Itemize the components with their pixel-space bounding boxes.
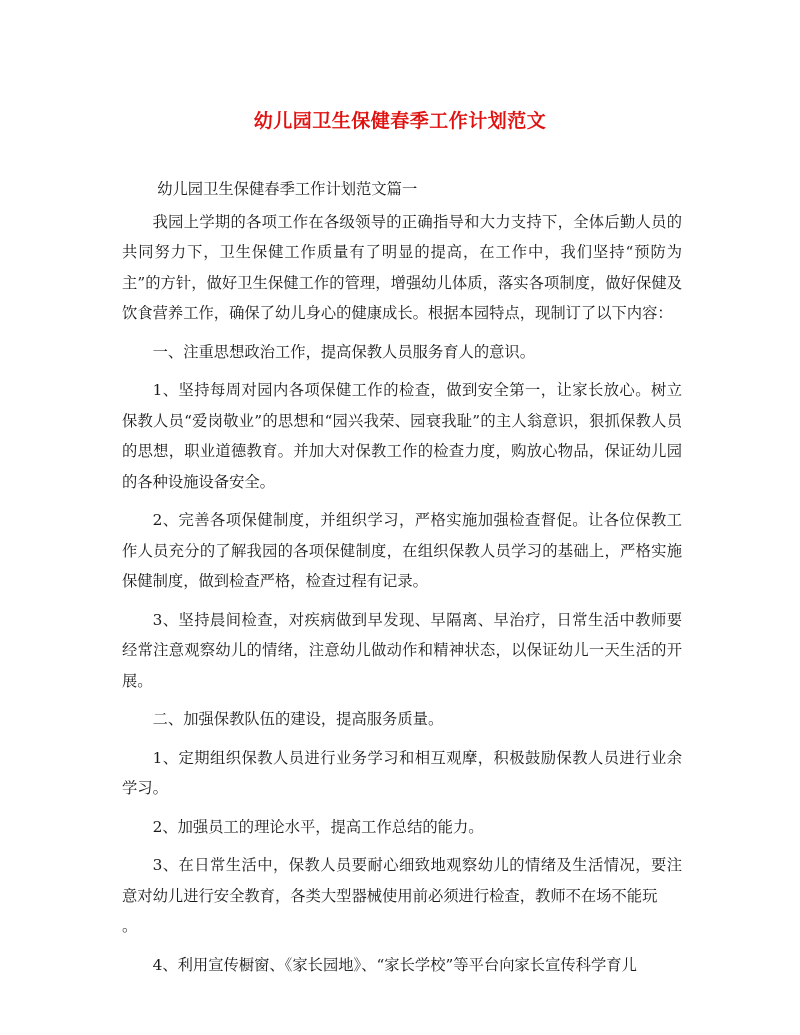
paragraph-item-2-1: 1、定期组织保教人员进行业务学习和相互观摩，积极鼓励保教人员进行业余学习。 bbox=[122, 748, 682, 797]
section-heading-1: 一、注重思想政治工作，提高保教人员服务育人的意识。 bbox=[152, 342, 536, 361]
document-subtitle: 幼儿园卫生保健春季工作计划范文篇一 bbox=[157, 180, 418, 198]
paragraph-item-2-3-continuation: 。 bbox=[122, 917, 138, 935]
paragraph-item-1-3: 3、坚持晨间检查，对疾病做到早发现、早隔离、早治疗，日常生活中教师要经常注意观察幼儿的情绪，注意幼儿做动作和精神状态，以保证幼儿一天生活的开展。 bbox=[122, 610, 682, 690]
paragraph-item-2-3: 3、在日常生活中，保教人员要耐心细致地观察幼儿的情绪及生活情况，要注意对幼儿进行安全教育，各类大型器械使用前必须进行检查，教师不在场不能玩 bbox=[122, 856, 682, 905]
paragraph-item-2-4: 4、利用宣传橱窗、《家长园地》、“家长学校”等平台向家长宣传科学育儿 bbox=[152, 955, 637, 974]
paragraph-intro: 我园上学期的各项工作在各级领导的正确指导和大力支持下，全体后勤人员的共同努力下，卫生保健工作质量有了明显的提高，在工作中，我们坚持“预防为主”的方针，做好卫生保健工作的管理，增强幼儿体质，落实各项制度，做好保健及饮食营养工作，确保了幼儿身心的健康成长。根据本园特点，现制订了以下内容： bbox=[122, 212, 682, 322]
paragraph-item-1-2: 2、完善各项保健制度，并组织学习，严格实施加强检查督促。让各位保教工作人员充分的了解我园的各项保健制度，在组织保教人员学习的基础上，严格实施保健制度，做到检查严格，检查过程有记录。 bbox=[122, 511, 682, 590]
document-title: 幼儿园卫生保健春季工作计划范文 bbox=[253, 110, 547, 132]
document-body bbox=[122, 174, 682, 980]
paragraph-item-1-1: 1、坚持每周对园内各项保健工作的检查，做到安全第一，让家长放心。树立保教人员“爱岗敬业”的思想和“园兴我荣、园衰我耻”的主人翁意识，狠抓保教人员的思想，职业道德教育。并加大对保教工作的检查力度，购放心物品，保证幼儿园的各种设施设备安全。 bbox=[122, 381, 682, 491]
paragraph-item-2-2: 2、加强员工的理论水平，提高工作总结的能力。 bbox=[152, 817, 484, 836]
section-heading-2: 二、加强保教队伍的建设，提高服务质量。 bbox=[152, 710, 444, 728]
